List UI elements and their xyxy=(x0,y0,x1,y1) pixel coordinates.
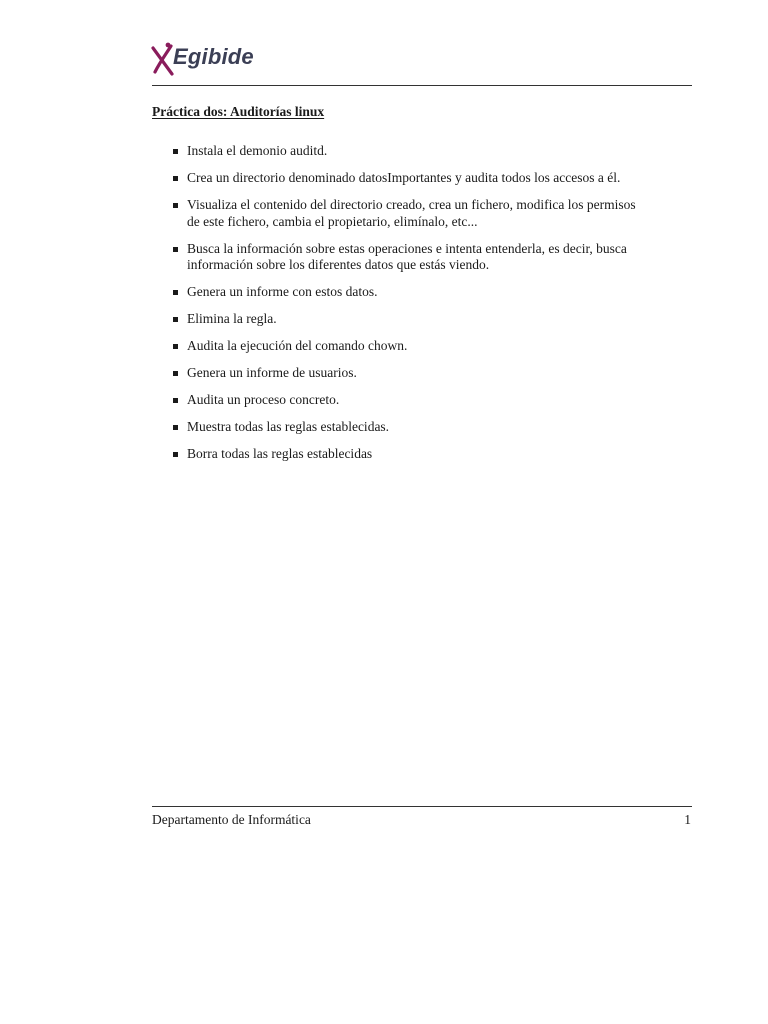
list-item xyxy=(172,284,642,301)
list-item xyxy=(172,241,642,274)
list-item-text: Genera un informe de usuarios. xyxy=(187,365,357,380)
bullet-icon xyxy=(173,290,178,295)
list-item xyxy=(172,338,642,355)
bullet-icon xyxy=(173,203,178,208)
bullet-icon xyxy=(173,425,178,430)
list-item-text: Crea un directorio denominado datosImportantes y audita todos los accesos a él. xyxy=(187,170,621,185)
task-list xyxy=(172,143,642,473)
bullet-icon xyxy=(173,317,178,322)
bullet-icon xyxy=(173,371,178,376)
footer-page-number: 1 xyxy=(684,812,691,827)
footer-divider xyxy=(152,806,692,807)
bullet-icon xyxy=(173,344,178,349)
header-divider xyxy=(152,85,692,86)
egibide-logo xyxy=(150,40,254,82)
logo-wordmark: Egibide xyxy=(173,44,254,69)
list-item-text: Visualiza el contenido del directorio creado, crea un fichero, modifica los permisos de este fichero, cambia el propietario, elimínalo, etc... xyxy=(187,197,636,229)
bullet-icon xyxy=(173,176,178,181)
list-item-text: Borra todas las reglas establecidas xyxy=(187,446,373,461)
bullet-icon xyxy=(173,398,178,403)
list-item xyxy=(172,143,642,160)
list-item-text: Elimina la regla. xyxy=(187,311,277,326)
list-item xyxy=(172,365,642,382)
list-item xyxy=(172,311,642,328)
list-item xyxy=(172,170,642,187)
list-item xyxy=(172,446,642,463)
list-item-text: Instala el demonio auditd. xyxy=(187,143,328,158)
list-item xyxy=(172,419,642,436)
footer-department: Departamento de Informática xyxy=(152,812,311,827)
list-item-text: Busca la información sobre estas operaciones e intenta entenderla, es decir, busca información sobre los diferentes datos que estás viendo. xyxy=(187,240,627,272)
list-item-text: Audita un proceso concreto. xyxy=(187,392,340,407)
list-item xyxy=(172,197,642,230)
bullet-icon xyxy=(173,149,178,154)
list-item-text: Genera un informe con estos datos. xyxy=(187,284,378,299)
list-item-text: Audita la ejecución del comando chown. xyxy=(187,338,408,353)
bullet-icon xyxy=(173,452,178,457)
bullet-icon xyxy=(173,247,178,252)
page-title: Práctica dos: Auditorías linux xyxy=(152,104,325,119)
list-item xyxy=(172,392,642,409)
list-item-text: Muestra todas las reglas establecidas. xyxy=(187,419,390,434)
